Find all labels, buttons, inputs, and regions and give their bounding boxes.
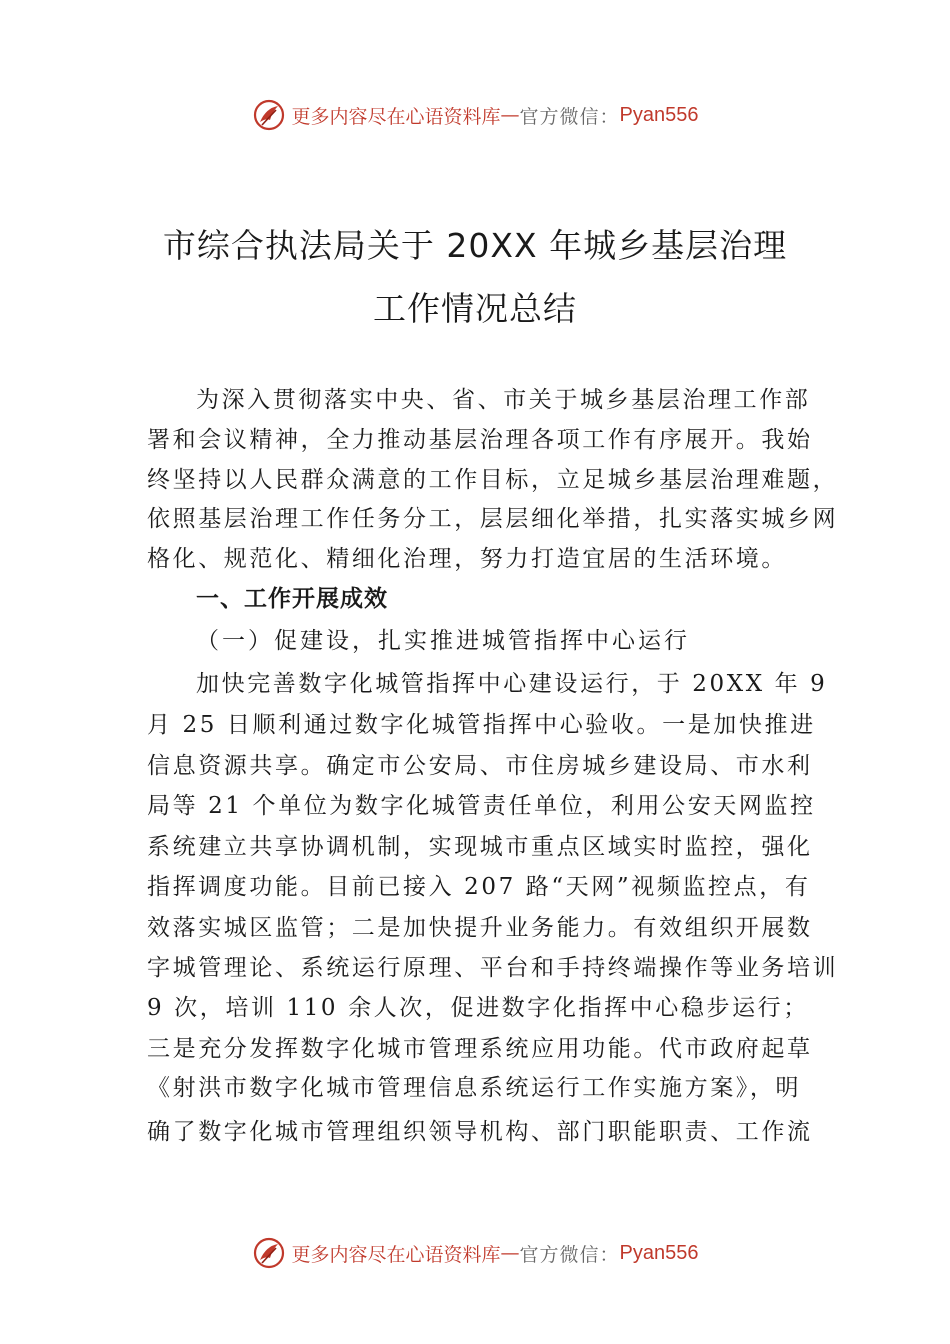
banner-wechat-id: Pyan556 bbox=[619, 103, 699, 126]
document-title-line-2: 工作情况总结 bbox=[373, 289, 577, 328]
body-line: 确了数字化城市管理组织领导机构、部门职能职责、工作流 bbox=[147, 1119, 813, 1145]
banner-site-name: 更多内容尽在心语资料库 bbox=[291, 1243, 501, 1266]
section-heading-1: 一、工作开展成效 bbox=[196, 586, 388, 612]
banner-wechat-id: Pyan556 bbox=[619, 1241, 699, 1264]
body-line: 三是充分发挥数字化城市管理系统应用功能。代市政府起草 bbox=[147, 1036, 813, 1062]
body-line: 依照基层治理工作任务分工，层层细化举措，扎实落实城乡网 bbox=[147, 506, 839, 532]
body-line: 效落实城区监管；二是加快提升业务能力。有效组织开展数 bbox=[147, 915, 813, 941]
body-line: 为深入贯彻落实中央、省、市关于城乡基层治理工作部 bbox=[196, 387, 811, 413]
banner-wechat-label: 官方微信： bbox=[519, 105, 620, 128]
body-line: 署和会议精神，全力推动基层治理各项工作有序展开。我始 bbox=[147, 427, 813, 453]
brand-logo-icon bbox=[252, 1236, 286, 1270]
banner-wechat-label: 官方微信： bbox=[519, 1243, 620, 1266]
body-line: 终坚持以人民群众满意的工作目标，立足城乡基层治理难题， bbox=[147, 467, 839, 493]
header-banner bbox=[0, 95, 950, 135]
body-line: 信息资源共享。确定市公安局、市住房城乡建设局、市水利 bbox=[147, 753, 813, 779]
body-line: 字城管理论、系统运行原理、平台和手持终端操作等业务培训 bbox=[147, 955, 839, 981]
document-title-line-1: 市综合执法局关于 20XX 年城乡基层治理 bbox=[162, 226, 788, 265]
banner-dash: — bbox=[500, 1242, 520, 1264]
body-line: 月 25 日顺利通过数字化城管指挥中心验收。一是加快推进 bbox=[147, 712, 816, 738]
body-line: 系统建立共享协调机制，实现城市重点区域实时监控，强化 bbox=[147, 834, 813, 860]
body-line: 9 次，培训 110 余人次，促进数字化指挥中心稳步运行； bbox=[147, 995, 809, 1021]
footer-banner bbox=[0, 1233, 950, 1273]
banner-dash: — bbox=[500, 104, 520, 126]
body-line: 格化、规范化、精细化治理，努力打造宜居的生活环境。 bbox=[147, 546, 787, 572]
body-line: 《射洪市数字化城市管理信息系统运行工作实施方案》，明 bbox=[147, 1075, 802, 1101]
subsection-heading-1: （一）促建设，扎实推进城管指挥中心运行 bbox=[196, 628, 690, 654]
body-line: 指挥调度功能。目前已接入 207 路“天网”视频监控点，有 bbox=[147, 874, 811, 900]
banner-site-name: 更多内容尽在心语资料库 bbox=[291, 105, 501, 128]
brand-logo-icon bbox=[252, 98, 286, 132]
body-line: 局等 21 个单位为数字化城管责任单位，利用公安天网监控 bbox=[147, 793, 816, 819]
body-line: 加快完善数字化城管指挥中心建设运行，于 20XX 年 9 bbox=[196, 671, 828, 697]
